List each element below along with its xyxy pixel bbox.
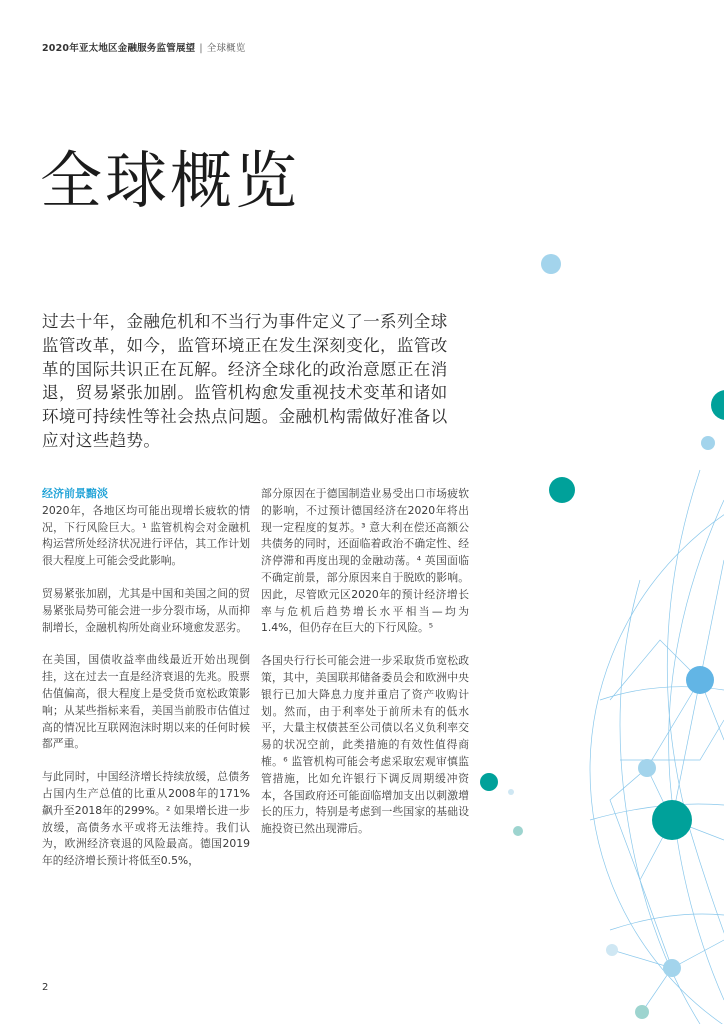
report-title: 2020年亚太地区金融服务监管展望 bbox=[42, 43, 196, 54]
body-paragraph: 贸易紧张加剧，尤其是中国和美国之间的贸易紧张局势可能会进一步分裂市场，从而抑制增长，金融机构所处商业环境愈发恶劣。 bbox=[42, 586, 250, 634]
globe-link bbox=[610, 768, 647, 880]
page-title: 全球概览 bbox=[40, 144, 301, 217]
globe-node bbox=[513, 826, 523, 836]
globe-node bbox=[663, 959, 681, 977]
header-section: 全球概览 bbox=[206, 43, 246, 54]
lead-paragraph: 过去十年，金融危机和不当行为事件定义了一系列全球监管改革，如今，监管环境正在发生深刻变化，监管改革的国际共识正在瓦解。经济全球化的政治意愿正在消退，贸易紧张加剧。监管机构愈发重视技术变革和诸如环境可持续性等社会热点问题。金融机构需做好准备以应对这些趋势。 bbox=[42, 312, 448, 450]
globe-node bbox=[541, 254, 561, 274]
globe-link bbox=[640, 680, 700, 1012]
globe-node bbox=[711, 390, 724, 420]
globe-parallel bbox=[600, 687, 724, 700]
body-paragraph: 各国央行行长可能会进一步采取货币宽松政策，其中，美国联邦储备委员会和欧洲中央银行已加大降息力度并重启了资产收购计划。然而，由于利率处于前所未有的低水平，大量主权债甚至公司债以名义负利率交易的状况空前，此类措施的有效性值得商榷。⁶ 监管机构可能会考虑采取宏观审慎监管措施，比如允许银行下调反周期缓冲资本，各国政府还可能面临增加支出以刺激增长的压力，特别是考虑到一些国家的基础设施投资已然出现滞后。 bbox=[261, 654, 469, 836]
globe-link bbox=[672, 820, 724, 840]
globe-node bbox=[686, 666, 714, 694]
globe-node bbox=[480, 773, 498, 791]
globe-link bbox=[612, 940, 724, 968]
globe-link bbox=[700, 560, 724, 740]
globe-parallel bbox=[590, 804, 724, 820]
globe-meridian bbox=[667, 470, 724, 1024]
page-number: 2 bbox=[42, 982, 49, 993]
globe-meridian bbox=[620, 580, 700, 1024]
globe-parallel bbox=[610, 914, 724, 930]
body-paragraph: 在美国，国债收益率曲线最近开始出现倒挂，这在过去一直是经济衰退的先兆。股票估值偏高，很大程度上是受货币宽松政策影响；从某些指标来看，美国当前股市估值过高的情况比互联网泡沫时期以来的任何时候都严重。 bbox=[42, 653, 250, 751]
globe-node bbox=[701, 436, 715, 450]
globe-link bbox=[647, 680, 700, 820]
body-paragraph: 部分原因在于德国制造业易受出口市场疲软的影响，不过预计德国经济在2020年将出现一定程度的复苏。³ 意大利在偿还高额公共债务的同时，还面临着政治不确定性、经济停滞和再度出现的金融动荡。⁴ 英国面临不确定前景，部分原因来自于脱欧的影响。因此，尽管欧元区2020年的预计经济增长率与危机后趋势增长水平相当—均为1.4%，但仍存在巨大的下行风险。⁵ bbox=[261, 487, 469, 635]
running-header bbox=[42, 40, 246, 54]
globe-node bbox=[635, 1005, 649, 1019]
right-column bbox=[261, 486, 469, 854]
body-paragraph: 2020年，各地区均可能出现增长疲软的情况，下行风险巨大。¹ 监管机构会对金融机构运营所处经济状况进行评估，其工作计划很大程度上可能会受此影响。 bbox=[42, 503, 250, 568]
header-separator: | bbox=[199, 43, 203, 54]
section-heading: 经济前景黯淡 bbox=[42, 487, 108, 500]
globe-link bbox=[610, 640, 700, 700]
globe-node bbox=[549, 477, 575, 503]
globe-node bbox=[606, 944, 618, 956]
globe-meridian bbox=[669, 500, 724, 1000]
globe-node bbox=[638, 759, 656, 777]
globe-node bbox=[508, 789, 514, 795]
globe-nodes bbox=[480, 254, 724, 1019]
globe-link bbox=[620, 720, 724, 760]
globe-node bbox=[652, 800, 692, 840]
body-paragraph: 与此同时，中国经济增长持续放缓，总债务占国内生产总值的比重从2008年的171%飙升至2018年的299%。² 如果增长进一步放缓，高债务水平或将无法维持。我们认为，欧洲经济衰退的风险最高。德国2019年的经济增长预计将低至0.5%， bbox=[42, 770, 250, 868]
globe-wireframe bbox=[590, 460, 724, 1024]
left-column bbox=[42, 486, 250, 886]
globe-outline bbox=[590, 460, 724, 1024]
